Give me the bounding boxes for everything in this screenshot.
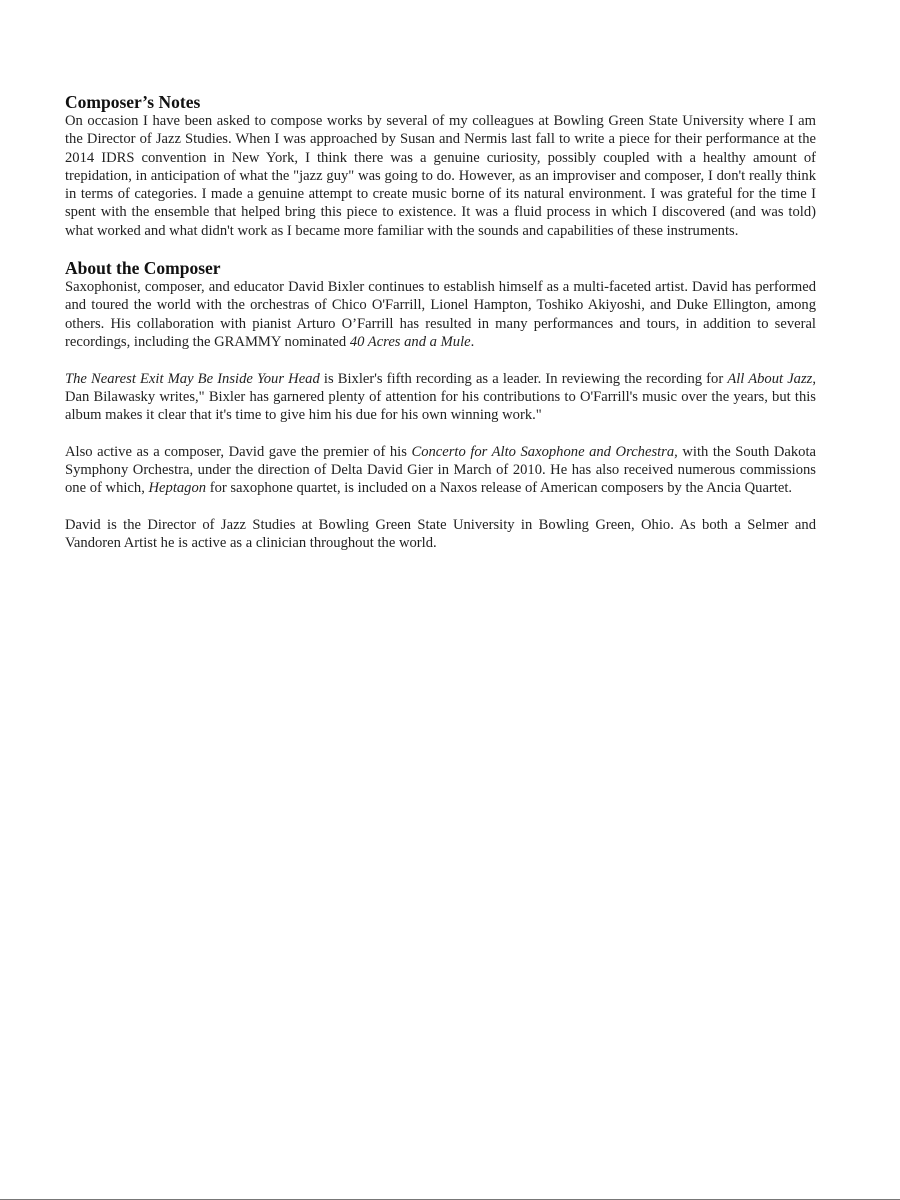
about-composer-heading: About the Composer (65, 258, 221, 279)
about-paragraph-1 (65, 278, 816, 351)
album-title-40-acres: 40 Acres and a Mule (349, 333, 471, 350)
composers-notes-section (65, 92, 816, 240)
about-p1-end: . (470, 333, 475, 350)
work-title-heptagon: Heptagon (148, 480, 207, 497)
about-paragraph-2 (65, 370, 816, 425)
about-paragraph-4: David is the Director of Jazz Studies at Bowling Green State University in Bowling Green, Ohio. As both a Selmer and Vandoren Artist he is active as a clinician throughout the world. (65, 516, 816, 552)
publication-all-about-jazz: All About Jazz (727, 370, 813, 387)
about-composer-section (65, 258, 816, 552)
about-paragraph-3 (65, 443, 816, 498)
composers-notes-paragraph: On occasion I have been asked to compose works by several of my colleagues at Bowling Green State University where I am the Director of Jazz Studies. When I was approached by Susan and Nermis last fall to write a piece for their performance at the 2014 IDRS convention in New York, I think there was a genuine curiosity, possibly coupled with a healthy amount of trepidation, in anticipation of what the "jazz guy" was going to do. However, as an improviser and composer, I don't really think in terms of categories. I made a genuine attempt to create music borne of its natural environment. I was grateful for the time I spent with the ensemble that helped bring this piece to existence. It was a fluid process in which I discovered (and was told) what worked and what didn't work as I became more familiar with the sounds and capabilities of these instruments. (65, 113, 816, 239)
about-p3-start: Also active as a composer, David gave the premier of his (65, 443, 412, 460)
about-p2-text: is Bixler's fifth recording as a leader. In reviewing the recording for (319, 370, 728, 387)
composers-notes-heading: Composer’s Notes (65, 92, 201, 112)
about-p3-end: for saxophone quartet, is included on a Naxos release of American composers by the Ancia Quartet. (206, 480, 793, 497)
about-p1-text: Saxophonist, composer, and educator David Bixler continues to establish himself as a multi-faceted artist. David has performed and toured the world with the orchestras of Chico O'Farrill, Lionel Hampton, Toshiko Akiyoshi, and Duke Ellington, among others. His collaboration with pianist Arturo O’Farrill has resulted in many performances and tours, in addition to several recordings, including the GRAMMY nominated (65, 279, 816, 350)
work-title-concerto: Concerto for Alto Saxophone and Orchestra (411, 443, 675, 460)
about-p3-mid: , with the South Dakota Symphony Orchestra, under the direction of Delta David Gier in March of 2010. He has also received numerous commissions one of which, (65, 443, 816, 497)
about-p2-end: , Dan Bilawasky writes," Bixler has garnered plenty of attention for his contributions to O'Farrill's music over the years, but this album makes it clear that it's time to give him his due for his own winning work." (65, 370, 816, 424)
album-title-nearest-exit: The Nearest Exit May Be Inside Your Head (65, 370, 320, 387)
